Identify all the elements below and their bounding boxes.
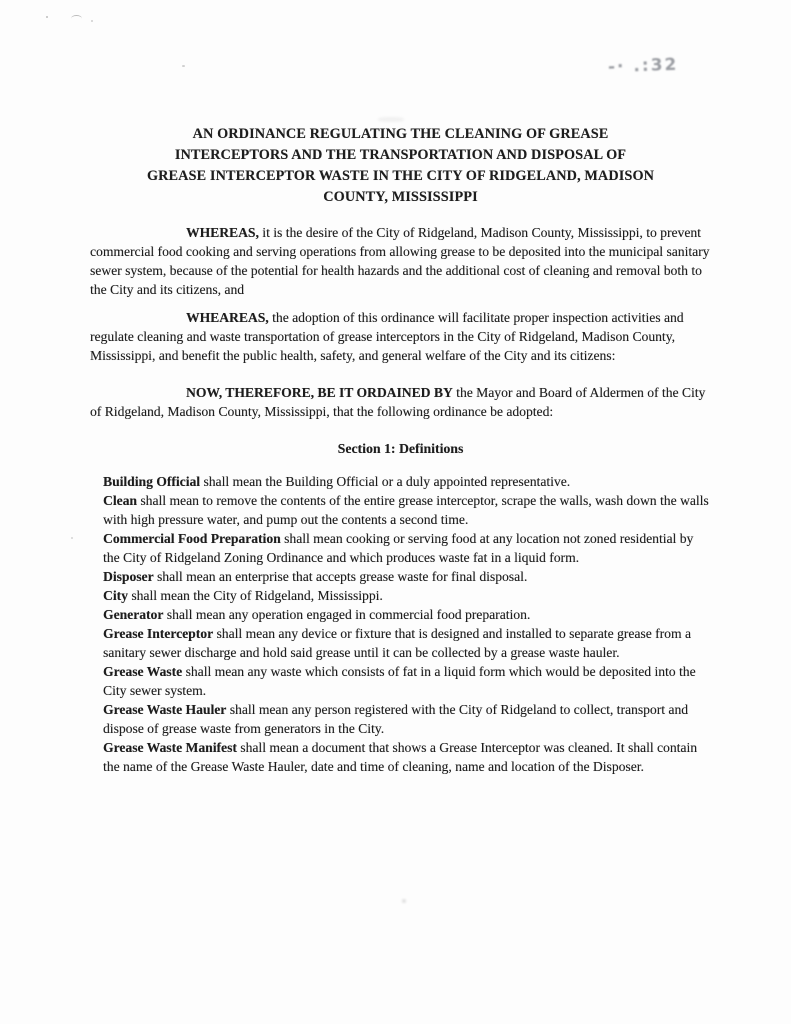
definition-text: shall mean to remove the contents of the entire grease interceptor, scrape the walls, wash down the walls with high pressure water, and pump out the contents a second time.	[103, 493, 709, 527]
definition-text: shall mean any person registered with the City of Ridgeland to collect, transport and dispose of grease waste from generators in the City.	[103, 702, 689, 736]
title-line: AN ORDINANCE REGULATING THE CLEANING OF GREASE	[192, 126, 609, 142]
definition-text: shall mean cooking or serving food at any location not zoned residential by the City of Ridgeland Zoning Ordinance and which produces waste fat in a liquid form.	[103, 531, 694, 565]
definition-disposer	[103, 567, 711, 586]
title-line: COUNTY, MISSISSIPPI	[323, 189, 478, 205]
definition-commercial-food-preparation	[103, 529, 711, 567]
definition-text: shall mean a document that shows a Grease Interceptor was cleaned. It shall contain the name of the Grease Waste Hauler, date and time of cleaning, name and location of the Disposer.	[103, 740, 698, 774]
scan-speck	[402, 899, 406, 903]
paragraph-body: the Mayor and Board of Aldermen of the City of Ridgeland, Madison County, Mississippi, that the following ordinance be adopted:	[90, 385, 706, 419]
document-title	[90, 124, 711, 208]
paragraph-body: it is the desire of the City of Ridgeland, Madison County, Mississippi, to prevent commercial food cooking and serving operations from allowing grease to be deposited into the municipal sanitary sewer system, because of the potential for health hazards and the additional cost of cleaning and removal both to the City and its citizens, and	[90, 225, 710, 297]
section-1-heading: Section 1: Definitions	[337, 441, 464, 456]
definition-grease-waste	[103, 662, 711, 700]
definition-term: Grease Waste	[103, 664, 183, 679]
definition-term: Commercial Food Preparation	[103, 531, 281, 546]
definition-term: Grease Interceptor	[103, 626, 214, 641]
definition-term: Clean	[103, 493, 137, 508]
definition-text: shall mean the Building Official or a duly appointed representative.	[200, 474, 571, 489]
definition-grease-waste-manifest	[103, 738, 711, 776]
definition-city	[103, 586, 711, 605]
definition-grease-interceptor	[103, 624, 711, 662]
paragraph-lead-in: WHEREAS,	[186, 225, 259, 240]
definition-generator	[103, 605, 711, 624]
definition-building-official	[103, 472, 711, 491]
definition-term: City	[103, 588, 128, 603]
whereas-paragraph-2	[90, 308, 711, 365]
definition-term: Grease Waste Manifest	[103, 740, 237, 755]
definition-clean	[103, 491, 711, 529]
definition-term: Building Official	[103, 474, 201, 489]
title-line: GREASE INTERCEPTOR WASTE IN THE CITY OF RIDGELAND, MADISON	[146, 168, 655, 184]
paragraph-body: the adoption of this ordinance will facilitate proper inspection activities and regulate cleaning and waste transportation of grease interceptors in the City of Ridgeland, Madison County, Mississippi, and benefit the public health, safety, and general welfare of the City and its citizens:	[90, 310, 684, 363]
ordained-paragraph	[90, 383, 711, 421]
definition-term: Grease Waste Hauler	[103, 702, 227, 717]
paragraph-lead-in: WHEAREAS,	[186, 310, 269, 325]
faded-stamp-mark: -· .:32	[607, 54, 679, 78]
definition-text: shall mean the City of Ridgeland, Mississippi.	[127, 588, 383, 603]
definition-text: shall mean any waste which consists of fat in a liquid form which would be deposited into the City sewer system.	[103, 664, 696, 698]
definition-term: Generator	[103, 607, 164, 622]
definition-text: shall mean any device or fixture that is designed and installed to separate grease from a sanitary sewer discharge and hold said grease until it can be collected by a grease waste hauler.	[103, 626, 691, 660]
definition-text: shall mean any operation engaged in commercial food preparation.	[163, 607, 531, 622]
paragraph-lead-in: NOW, THEREFORE, BE IT ORDAINED BY	[186, 385, 453, 400]
definition-grease-waste-hauler	[103, 700, 711, 738]
definition-text: shall mean an enterprise that accepts grease waste for final disposal.	[153, 569, 528, 584]
whereas-paragraph-1	[90, 223, 711, 299]
definition-term: Disposer	[103, 569, 154, 584]
definitions-list	[90, 472, 711, 776]
title-line: INTERCEPTORS AND THE TRANSPORTATION AND DISPOSAL OF	[174, 147, 627, 163]
